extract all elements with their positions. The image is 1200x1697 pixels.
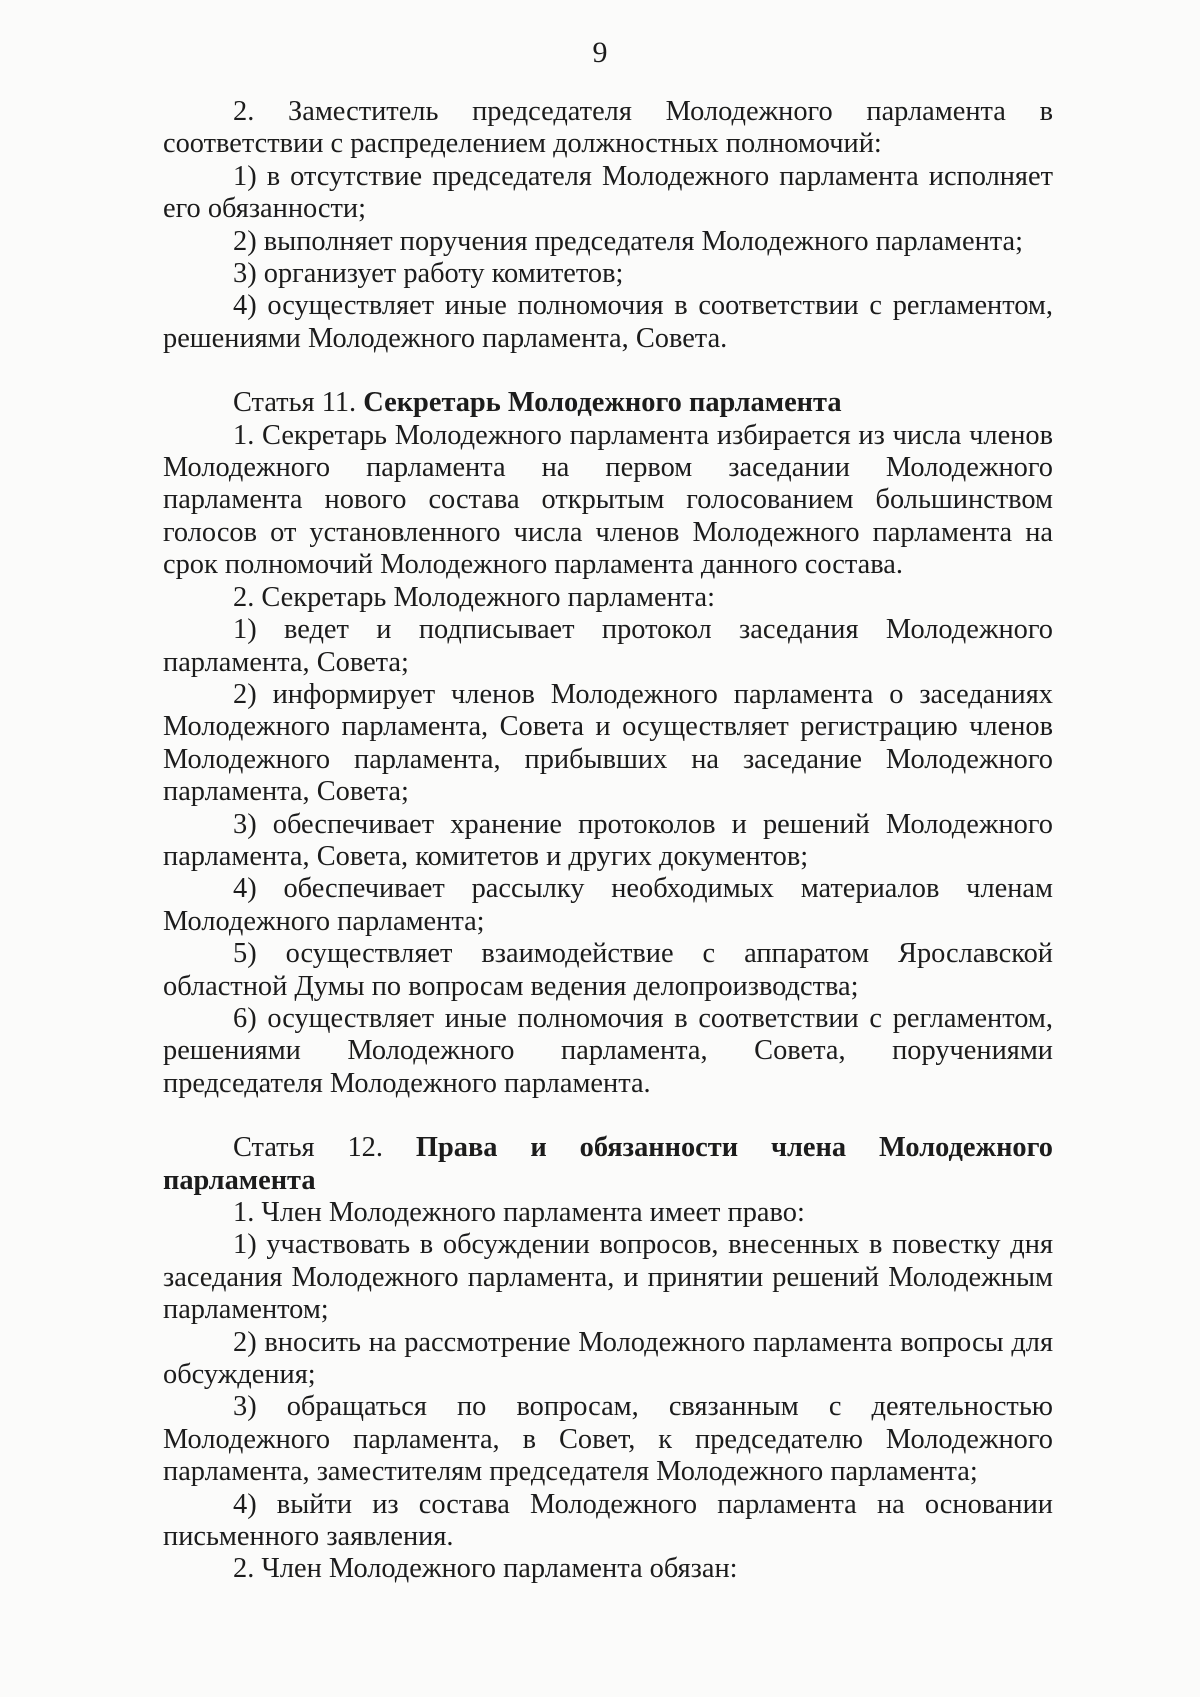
paragraph: 2. Член Молодежного парламента обязан: — [233, 1553, 738, 1585]
document-body — [163, 96, 1053, 1586]
list-item: 2) вносить на рассмотрение Молодежного парламента вопросы для обсуждения; — [163, 1326, 1053, 1391]
article-title: Секретарь Молодежного парламента — [363, 387, 842, 419]
list-item: 4) обеспечивает рассылку необходимых материалов членам Молодежного парламента; — [163, 873, 1053, 937]
list-item: 1) ведет и подписывает протокол заседания Молодежного парламента, Совета; — [163, 614, 1053, 678]
list-item: 3) обеспечивает хранение протоколов и решений Молодежного парламента, Совета, комитетов и других документов; — [163, 808, 1053, 872]
article-label: Статья 11. — [233, 387, 357, 419]
article-title: Права и обязанности члена Молодежного парламента — [163, 1132, 1053, 1196]
list-item: 6) осуществляет иные полномочия в соответствии с регламентом, решениями Молодежного парламента, Совета, поручениями председателя Молодежного парламента. — [163, 1002, 1053, 1099]
list-item: 4) выйти из состава Молодежного парламента на основании письменного заявления. — [163, 1488, 1053, 1553]
list-item: 2) выполняет поручения председателя Молодежного парламента; — [233, 225, 1024, 257]
article-heading — [163, 1132, 1053, 1197]
page-number: 9 — [592, 36, 608, 69]
article-label: Статья 12. — [233, 1132, 383, 1164]
list-item: 3) организует работу комитетов; — [233, 258, 624, 290]
list-item: 4) осуществляет иные полномочия в соответствии с регламентом, решениями Молодежного парламента, Совета. — [163, 290, 1053, 354]
list-item: 1) участвовать в обсуждении вопросов, внесенных в повестку дня заседания Молодежного парламента, и принятии решений Молодежным парламентом; — [163, 1229, 1053, 1326]
paragraph: 2. Заместитель председателя Молодежного парламента в соответствии с распределением должностных полномочий: — [163, 96, 1053, 160]
paragraph: 1. Член Молодежного парламента имеет право: — [233, 1197, 805, 1228]
list-item: 1) в отсутствие председателя Молодежного парламента исполняет его обязанности; — [163, 160, 1053, 225]
list-item: 5) осуществляет взаимодействие с аппаратом Ярославской областной Думы по вопросам ведения делопроизводства; — [163, 938, 1053, 1002]
list-item: 2) информирует членов Молодежного парламента о заседаниях Молодежного парламента, Совета и осуществляет регистрацию членов Молодежного парламента, прибывших на заседание Молодежного парламента, Совета; — [163, 678, 1053, 808]
paragraph: 1. Секретарь Молодежного парламента избирается из числа членов Молодежного парламента на первом заседании Молодежного парламента нового состава открытым голосованием большинством голосов от установленного числа членов Молодежного парламента на срок полномочий Молодежного парламента данного состава. — [163, 419, 1053, 581]
article-heading — [163, 387, 1053, 419]
list-item: 3) обращаться по вопросам, связанным с деятельностью Молодежного парламента, в Совет, к председателю Молодежного парламента, заместителям председателя Молодежного парламента; — [163, 1391, 1053, 1488]
paragraph: 2. Секретарь Молодежного парламента: — [233, 581, 716, 613]
